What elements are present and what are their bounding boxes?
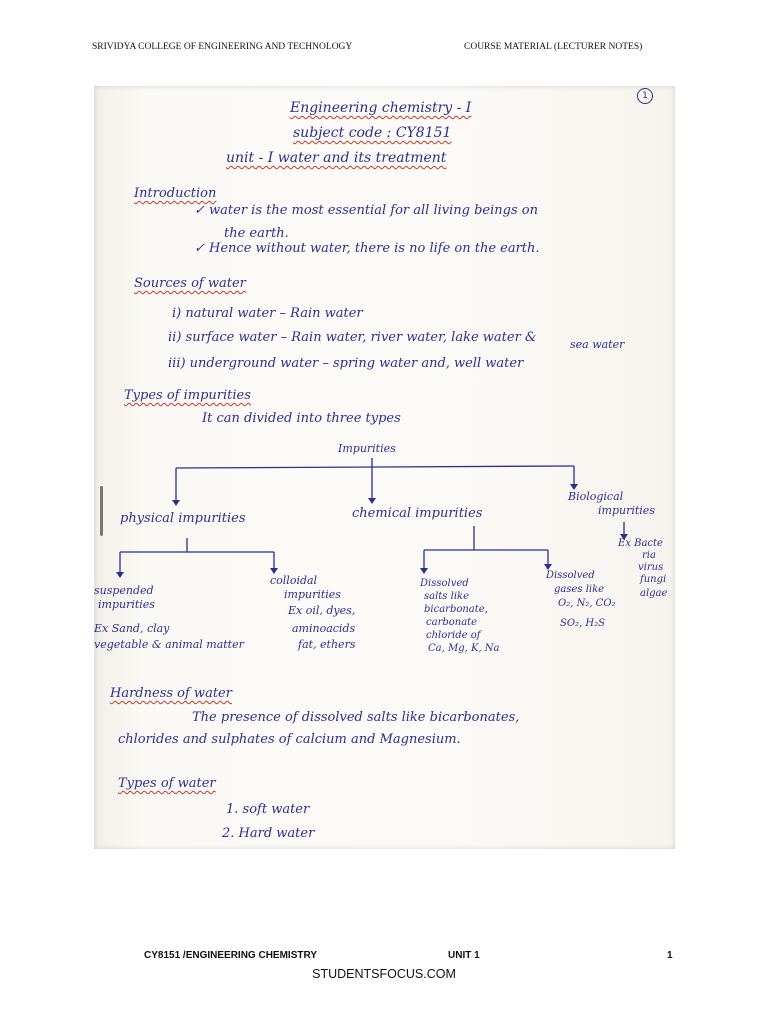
arrow-suspended — [116, 572, 124, 578]
bio-example-1: Ex Bacte — [618, 538, 663, 549]
dissolved-gases-line-1: Dissolved — [546, 570, 595, 581]
colloidal-line-1: colloidal — [270, 574, 318, 587]
bio-example-5: algae — [640, 588, 668, 599]
dissolved-salts-line-4: carbonate — [426, 617, 478, 628]
dissolved-gases-line-3: O₂, N₂, CO₂ — [558, 598, 616, 609]
hardness-text-1: The presence of dissolved salts like bicarbonates, — [192, 710, 520, 725]
header-college: SRIVIDYA COLLEGE OF ENGINEERING AND TECHNOLOGY — [92, 42, 353, 52]
introduction-point-2: ✓ Hence without water, there is no life on the earth. — [194, 241, 540, 256]
footer-website: STUDENTSFOCUS.COM — [312, 967, 456, 981]
colloidal-line-4: aminoacids — [292, 622, 356, 635]
footer-page-number: 1 — [667, 950, 673, 961]
source-natural: i) natural water – Rain water — [172, 306, 363, 321]
hardness-text-2: chlorides and sulphates of calcium and Magnesium. — [118, 732, 461, 747]
arrow-physical — [172, 500, 180, 506]
bio-example-3: virus — [638, 562, 664, 573]
introduction-point-1: ✓ water is the most essential for all living beings on — [194, 203, 538, 218]
subject-code: subject code : CY8151 — [293, 125, 452, 141]
water-type-hard: 2. Hard water — [222, 826, 315, 841]
arrow-dissolved-salts — [420, 568, 428, 574]
page-number-circle: 1 — [637, 88, 653, 104]
dissolved-salts-line-6: Ca, Mg, K, Na — [428, 643, 500, 654]
notes-title: Engineering chemistry - I — [290, 100, 472, 116]
tree-root-label: Impurities — [338, 442, 396, 455]
dissolved-gases-line-4: SO₂, H₂S — [560, 618, 605, 629]
footer-course: CY8151 /ENGINEERING CHEMISTRY — [144, 950, 318, 961]
sources-heading: Sources of water — [134, 276, 246, 291]
colloidal-line-3: Ex oil, dyes, — [288, 604, 356, 617]
dissolved-salts-line-2: salts like — [424, 591, 469, 602]
introduction-point-1-continued: the earth. — [224, 226, 289, 241]
dissolved-gases-line-2: gases like — [554, 584, 605, 595]
suspended-line-2: impurities — [98, 598, 155, 611]
source-underground: iii) underground water – spring water and, well water — [168, 356, 524, 371]
types-of-impurities-heading: Types of impurities — [124, 388, 251, 403]
header-course-material: COURSE MATERIAL (LECTURER NOTES) — [464, 42, 643, 52]
source-surface-continued: sea water — [570, 338, 625, 351]
hardness-heading: Hardness of water — [110, 686, 232, 701]
impurities-intro-text: It can divided into three types — [202, 411, 401, 426]
types-of-water-heading: Types of water — [118, 776, 216, 791]
unit-title: unit - I water and its treatment — [226, 150, 447, 166]
colloidal-line-2: impurities — [284, 588, 341, 601]
source-surface: ii) surface water – Rain water, river water, lake water & — [168, 330, 537, 345]
water-type-soft: 1. soft water — [226, 802, 310, 817]
bio-example-4: fungi — [640, 574, 667, 585]
chemical-impurities-label: chemical impurities — [352, 506, 483, 521]
biological-impurities-label-2: impurities — [598, 504, 655, 517]
dissolved-salts-line-5: chloride of — [426, 630, 481, 641]
dissolved-salts-line-1: Dissolved — [420, 578, 469, 589]
suspended-line-1: suspended — [94, 584, 154, 597]
arrow-chemical — [368, 498, 376, 504]
dissolved-salts-line-3: bicarbonate, — [424, 604, 488, 615]
suspended-line-4: vegetable & animal matter — [94, 638, 244, 651]
introduction-heading: Introduction — [134, 186, 217, 201]
tree-top-bar — [176, 466, 574, 468]
biological-impurities-label-1: Biological — [568, 490, 624, 503]
physical-impurities-label: physical impurities — [120, 511, 246, 526]
bio-example-2: ria — [642, 550, 656, 561]
footer-unit: UNIT 1 — [448, 950, 480, 961]
notebook-page — [94, 86, 675, 849]
colloidal-line-5: fat, ethers — [298, 638, 356, 651]
suspended-line-3: Ex Sand, clay — [94, 622, 170, 635]
